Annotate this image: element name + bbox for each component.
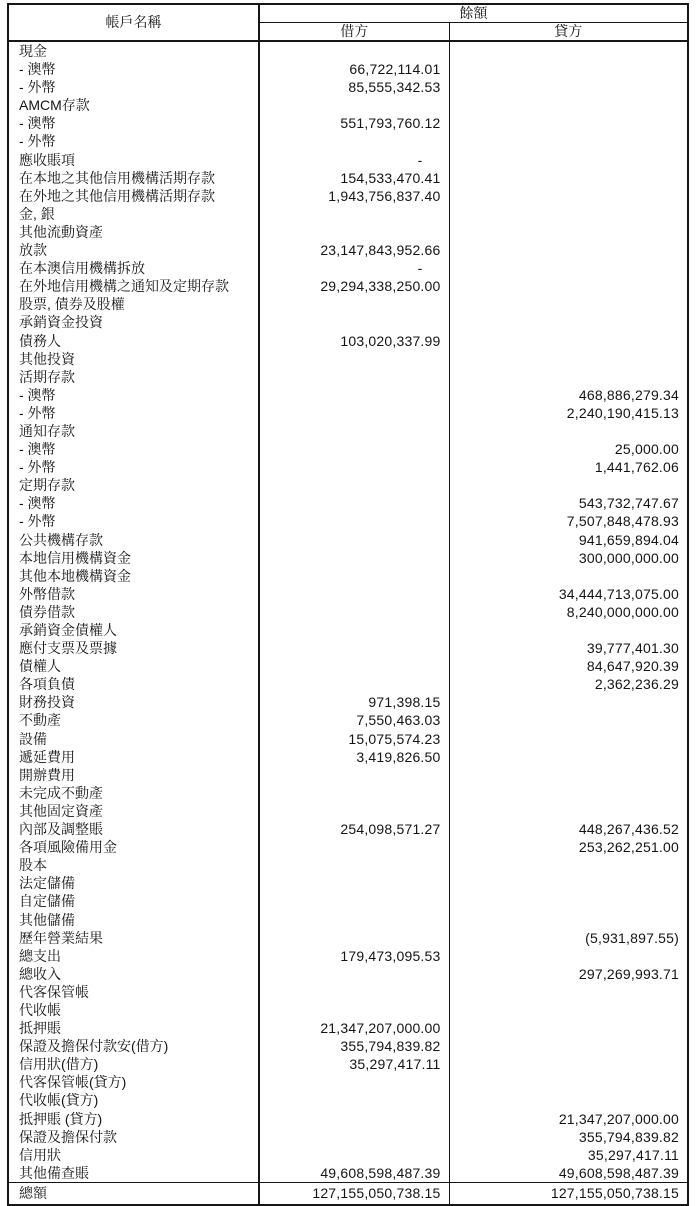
credit-cell	[449, 187, 688, 205]
table-row	[8, 114, 688, 132]
table-row	[8, 295, 688, 313]
credit-cell	[449, 947, 688, 965]
debit-cell	[259, 603, 449, 621]
credit-cell	[449, 277, 688, 295]
debit-cell	[259, 440, 449, 458]
table-row	[8, 1164, 688, 1183]
account-name-cell: 通知存款	[8, 422, 259, 440]
debit-cell	[259, 874, 449, 892]
debit-cell	[259, 132, 449, 150]
debit-cell: -	[259, 151, 449, 169]
table-row	[8, 223, 688, 241]
debit-cell	[259, 983, 449, 1001]
credit-cell: 35,297,417.11	[587, 1146, 679, 1163]
table-row	[8, 603, 688, 621]
debit-cell	[259, 458, 449, 476]
total-label: 總額	[8, 1182, 259, 1205]
account-name-cell: - 澳幣	[8, 114, 259, 132]
account-name-cell: - 外幣	[8, 512, 259, 530]
debit-cell	[259, 386, 449, 404]
credit-cell	[449, 295, 688, 313]
debit-cell: 66,722,114.01	[259, 60, 449, 78]
table-row	[8, 820, 688, 838]
table-row	[8, 531, 688, 549]
debit-cell	[259, 784, 449, 802]
debit-cell	[259, 549, 449, 567]
credit-cell	[449, 350, 688, 368]
debit-cell: 15,075,574.23	[259, 730, 449, 748]
credit-cell	[449, 567, 688, 585]
account-name-cell: 在外地信用機構之通知及定期存款	[8, 277, 259, 295]
header-account-name: 帳戶名稱	[8, 4, 259, 41]
header-row-1	[8, 4, 688, 23]
account-name-cell: 信用狀	[8, 1146, 259, 1164]
credit-cell: 297,269,993.71	[578, 965, 679, 982]
account-name-cell: 開辦費用	[8, 766, 259, 784]
table-row	[8, 476, 688, 494]
credit-cell: 941,659,894.04	[578, 531, 679, 548]
account-name-cell: 承銷資金債權人	[8, 621, 259, 639]
account-name-cell: 抵押賬	[8, 1019, 259, 1037]
account-name-cell: - 外幣	[8, 78, 259, 96]
credit-cell	[449, 223, 688, 241]
table-row	[8, 730, 688, 748]
credit-cell	[449, 693, 688, 711]
account-name-cell: 總收入	[8, 965, 259, 983]
table-row	[8, 169, 688, 187]
credit-cell	[449, 313, 688, 331]
debit-cell	[259, 965, 449, 983]
account-name-cell: 各項負債	[8, 675, 259, 693]
account-name-cell: 代收帳	[8, 1001, 259, 1019]
account-name-cell: 信用狀(借方)	[8, 1055, 259, 1073]
account-name-cell: 股本	[8, 856, 259, 874]
table-row	[8, 368, 688, 386]
table-row	[8, 1001, 688, 1019]
credit-cell	[449, 78, 688, 96]
credit-cell: 468,886,279.34	[578, 386, 679, 403]
account-name-cell: 代客保管帳	[8, 983, 259, 1001]
credit-cell	[449, 911, 688, 929]
table-row	[8, 132, 688, 150]
table-row	[8, 96, 688, 114]
credit-cell	[449, 259, 688, 277]
debit-cell: 21,347,207,000.00	[259, 1019, 449, 1037]
account-name-cell: 債權人	[8, 657, 259, 675]
table-row	[8, 440, 688, 458]
credit-cell: 543,732,747.67	[578, 495, 679, 512]
credit-cell: 2,240,190,415.13	[566, 404, 679, 421]
credit-cell	[449, 730, 688, 748]
account-name-cell: 抵押賬 (貸方)	[8, 1110, 259, 1128]
account-name-cell: 本地信用機構資金	[8, 549, 259, 567]
debit-cell: 1,943,756,837.40	[259, 187, 449, 205]
account-name-cell: 公共機構存款	[8, 531, 259, 549]
table-row	[8, 313, 688, 331]
table-row	[8, 766, 688, 784]
credit-cell	[449, 60, 688, 78]
account-name-cell: 歷年營業結果	[8, 929, 259, 947]
table-row	[8, 1110, 688, 1128]
credit-cell: 1,441,762.06	[594, 459, 679, 476]
credit-cell	[449, 422, 688, 440]
debit-cell	[259, 1110, 449, 1128]
debit-cell: 3,419,826.50	[259, 748, 449, 766]
table-row	[8, 929, 688, 947]
table-row	[8, 856, 688, 874]
credit-cell	[449, 241, 688, 259]
credit-cell: 300,000,000.00	[578, 549, 679, 566]
debit-cell: 355,794,839.82	[259, 1037, 449, 1055]
debit-cell	[259, 856, 449, 874]
table-row	[8, 1019, 688, 1037]
account-name-cell: - 外幣	[8, 458, 259, 476]
debit-cell	[259, 675, 449, 693]
trial-balance-table	[7, 3, 689, 1206]
account-name-cell: - 外幣	[8, 404, 259, 422]
debit-cell: 35,297,417.11	[259, 1055, 449, 1073]
credit-cell: 8,240,000,000.00	[566, 603, 679, 620]
table-row	[8, 404, 688, 422]
credit-cell	[449, 1055, 688, 1073]
table-row	[8, 187, 688, 205]
table-header	[8, 4, 688, 41]
header-debit: 借方	[259, 23, 449, 42]
debit-cell	[259, 1091, 449, 1109]
credit-cell: 355,794,839.82	[578, 1128, 679, 1145]
debit-cell: 49,608,598,487.39	[259, 1164, 449, 1183]
credit-cell: 25,000.00	[614, 441, 679, 458]
credit-cell	[449, 114, 688, 132]
table-row	[8, 748, 688, 766]
table-row	[8, 1128, 688, 1146]
debit-cell	[259, 911, 449, 929]
credit-cell	[449, 476, 688, 494]
total-row	[8, 1182, 688, 1205]
debit-cell	[259, 1146, 449, 1164]
table-row	[8, 422, 688, 440]
debit-cell: 179,473,095.53	[259, 947, 449, 965]
table-row	[8, 78, 688, 96]
table-row	[8, 1146, 688, 1164]
table-row	[8, 41, 688, 60]
debit-cell: 23,147,843,952.66	[259, 241, 449, 259]
account-name-cell: 其他固定資產	[8, 802, 259, 820]
table-footer	[8, 1182, 688, 1205]
table-row	[8, 549, 688, 567]
account-name-cell: 應付支票及票據	[8, 639, 259, 657]
table-row	[8, 965, 688, 983]
table-row	[8, 639, 688, 657]
account-name-cell: 總支出	[8, 947, 259, 965]
table-row	[8, 838, 688, 856]
credit-cell: 7,507,848,478.93	[566, 513, 679, 530]
credit-cell: 2,362,236.29	[594, 676, 679, 693]
debit-cell	[259, 350, 449, 368]
credit-cell	[449, 368, 688, 386]
debit-cell	[259, 313, 449, 331]
credit-cell	[449, 784, 688, 802]
table-row	[8, 675, 688, 693]
credit-cell	[449, 983, 688, 1001]
debit-cell	[259, 531, 449, 549]
table-body	[8, 41, 688, 1182]
credit-cell	[449, 205, 688, 223]
debit-cell	[259, 766, 449, 784]
header-credit: 貸方	[449, 23, 688, 42]
account-name-cell: - 澳幣	[8, 494, 259, 512]
account-name-cell: AMCM存款	[8, 96, 259, 114]
table-row	[8, 802, 688, 820]
account-name-cell: 保證及擔保付款	[8, 1128, 259, 1146]
debit-cell	[259, 585, 449, 603]
account-name-cell: 現金	[8, 41, 259, 60]
credit-cell: 448,267,436.52	[578, 821, 679, 838]
debit-cell: 154,533,470.41	[259, 169, 449, 187]
account-name-cell: 財務投資	[8, 693, 259, 711]
account-name-cell: 活期存款	[8, 368, 259, 386]
account-name-cell: - 澳幣	[8, 60, 259, 78]
credit-cell	[449, 874, 688, 892]
debit-cell: 971,398.15	[259, 693, 449, 711]
credit-cell	[449, 151, 688, 169]
account-name-cell: 其他流動資產	[8, 223, 259, 241]
credit-cell: 84,647,920.39	[586, 658, 679, 675]
credit-cell	[449, 1037, 688, 1055]
credit-cell	[449, 96, 688, 114]
total-debit-cell: 127,155,050,738.15	[259, 1182, 449, 1205]
table-row	[8, 205, 688, 223]
table-row	[8, 332, 688, 350]
debit-cell	[259, 639, 449, 657]
account-name-cell: 放款	[8, 241, 259, 259]
account-name-cell: 在外地之其他信用機構活期存款	[8, 187, 259, 205]
table-row	[8, 657, 688, 675]
table-row	[8, 784, 688, 802]
table-row	[8, 494, 688, 512]
table-row	[8, 911, 688, 929]
table-row	[8, 983, 688, 1001]
credit-cell	[449, 132, 688, 150]
debit-cell	[259, 96, 449, 114]
table-row	[8, 621, 688, 639]
account-name-cell: 設備	[8, 730, 259, 748]
table-row	[8, 277, 688, 295]
account-name-cell: 金, 銀	[8, 205, 259, 223]
table-row	[8, 1037, 688, 1055]
account-name-cell: 其他投資	[8, 350, 259, 368]
credit-cell	[449, 748, 688, 766]
account-name-cell: 保證及擔保付款安(借方)	[8, 1037, 259, 1055]
debit-cell: 7,550,463.03	[259, 711, 449, 729]
account-name-cell: 遞延費用	[8, 748, 259, 766]
credit-cell: 34,444,713,075.00	[558, 585, 679, 602]
debit-cell	[259, 892, 449, 910]
account-name-cell: 法定儲備	[8, 874, 259, 892]
debit-cell	[259, 657, 449, 675]
table-row	[8, 259, 688, 277]
account-name-cell: 自定儲備	[8, 892, 259, 910]
account-name-cell: 代客保管帳(貸方)	[8, 1073, 259, 1091]
table-row	[8, 711, 688, 729]
debit-cell: 29,294,338,250.00	[259, 277, 449, 295]
total-credit-cell: 127,155,050,738.15	[449, 1182, 688, 1205]
account-name-cell: 各項風險備用金	[8, 838, 259, 856]
table-row	[8, 350, 688, 368]
table-row	[8, 947, 688, 965]
table-row	[8, 512, 688, 530]
credit-cell	[449, 711, 688, 729]
debit-cell: 551,793,760.12	[259, 114, 449, 132]
table-row	[8, 585, 688, 603]
table-row	[8, 567, 688, 585]
account-name-cell: - 澳幣	[8, 386, 259, 404]
credit-cell	[449, 621, 688, 639]
header-balance: 餘額	[259, 4, 688, 23]
debit-cell	[259, 422, 449, 440]
debit-cell	[259, 838, 449, 856]
account-name-cell: 承銷資金投資	[8, 313, 259, 331]
debit-cell: 85,555,342.53	[259, 78, 449, 96]
credit-cell	[449, 1019, 688, 1037]
debit-cell	[259, 205, 449, 223]
credit-cell: 49,608,598,487.39	[558, 1164, 679, 1181]
account-name-cell: 其他備查賬	[8, 1164, 259, 1183]
debit-cell	[259, 567, 449, 585]
table-row	[8, 241, 688, 259]
table-row	[8, 151, 688, 169]
debit-cell	[259, 512, 449, 530]
table-row	[8, 874, 688, 892]
table-row	[8, 892, 688, 910]
account-name-cell: 債務人	[8, 332, 259, 350]
debit-cell	[259, 802, 449, 820]
account-name-cell: 內部及調整賬	[8, 820, 259, 838]
table-row	[8, 1073, 688, 1091]
debit-cell: 254,098,571.27	[259, 820, 449, 838]
debit-cell	[259, 1001, 449, 1019]
account-name-cell: 不動產	[8, 711, 259, 729]
account-name-cell: 債券借款	[8, 603, 259, 621]
credit-cell: 21,347,207,000.00	[558, 1110, 679, 1127]
credit-cell	[449, 41, 688, 60]
account-name-cell: 其他本地機構資金	[8, 567, 259, 585]
account-name-cell: - 澳幣	[8, 440, 259, 458]
debit-cell	[259, 368, 449, 386]
debit-cell	[259, 295, 449, 313]
account-name-cell: - 外幣	[8, 132, 259, 150]
account-name-cell: 外幣借款	[8, 585, 259, 603]
table-row	[8, 386, 688, 404]
credit-cell	[449, 892, 688, 910]
credit-cell	[449, 802, 688, 820]
debit-cell	[259, 404, 449, 422]
credit-cell	[449, 332, 688, 350]
credit-cell: 253,262,251.00	[578, 839, 679, 856]
table-row	[8, 60, 688, 78]
credit-cell: (5,931,897.55)	[585, 929, 679, 946]
debit-cell: -	[259, 259, 449, 277]
credit-cell: 39,777,401.30	[586, 640, 679, 657]
table-row	[8, 693, 688, 711]
credit-cell	[449, 766, 688, 784]
credit-cell	[449, 1001, 688, 1019]
account-name-cell: 定期存款	[8, 476, 259, 494]
debit-cell	[259, 41, 449, 60]
credit-cell	[449, 1091, 688, 1109]
credit-cell	[449, 856, 688, 874]
account-name-cell: 未完成不動產	[8, 784, 259, 802]
account-name-cell: 其他儲備	[8, 911, 259, 929]
debit-cell	[259, 1073, 449, 1091]
debit-cell	[259, 476, 449, 494]
debit-cell	[259, 223, 449, 241]
table-row	[8, 1091, 688, 1109]
account-name-cell: 在本地之其他信用機構活期存款	[8, 169, 259, 187]
debit-cell	[259, 621, 449, 639]
account-name-cell: 股票, 債券及股權	[8, 295, 259, 313]
debit-cell: 103,020,337.99	[259, 332, 449, 350]
debit-cell	[259, 929, 449, 947]
account-name-cell: 應收賬項	[8, 151, 259, 169]
account-name-cell: 在本澳信用機構拆放	[8, 259, 259, 277]
credit-cell	[449, 169, 688, 187]
table-row	[8, 1055, 688, 1073]
credit-cell	[449, 1073, 688, 1091]
debit-cell	[259, 494, 449, 512]
table-row	[8, 458, 688, 476]
debit-cell	[259, 1128, 449, 1146]
account-name-cell: 代收帳(貸方)	[8, 1091, 259, 1109]
